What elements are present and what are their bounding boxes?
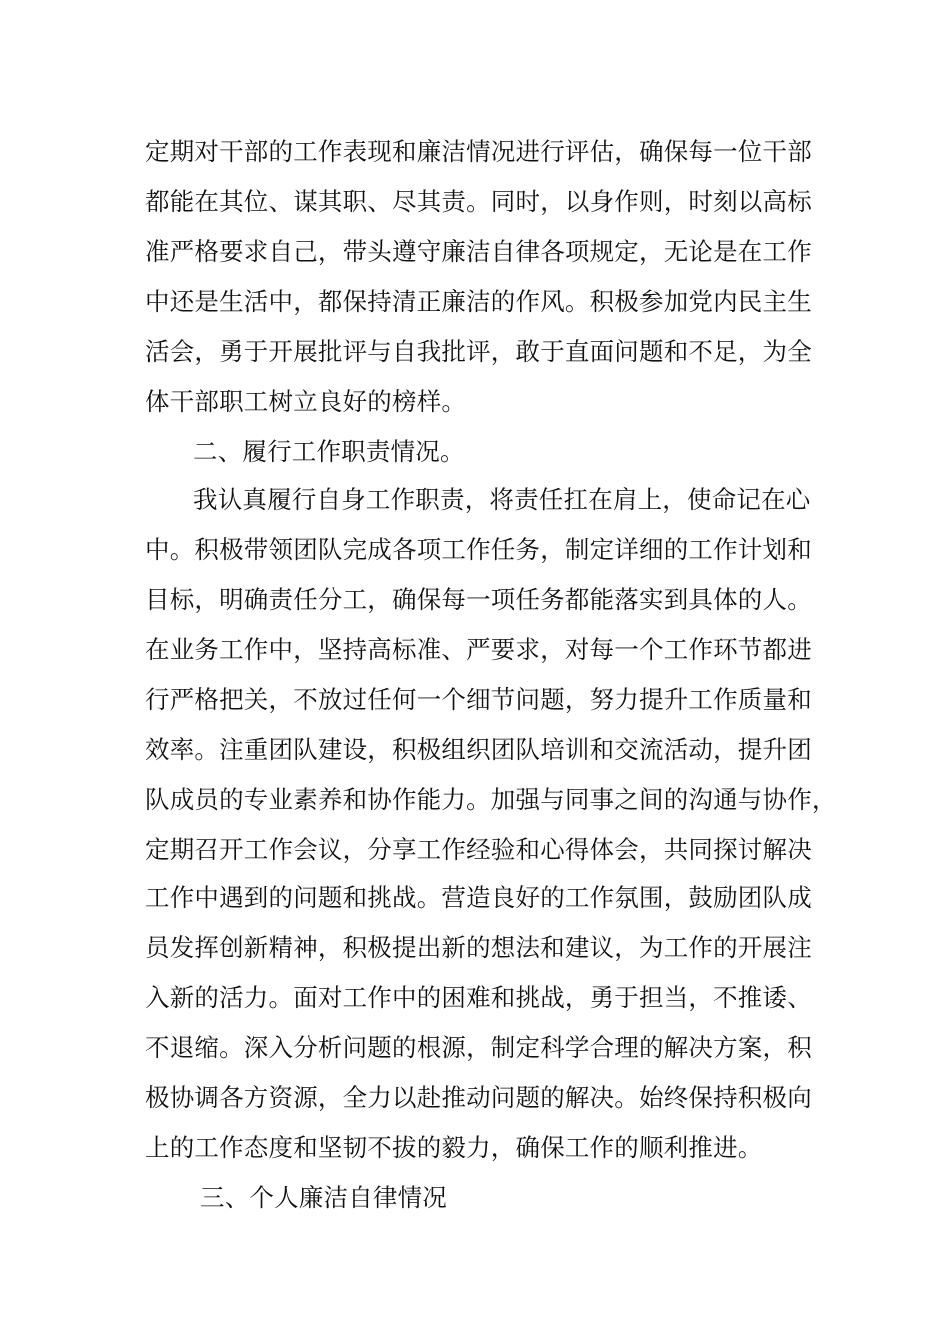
text-line: 效率。注重团队建设，积极组织团队培训和交流活动，提升团 bbox=[145, 735, 812, 764]
text-line: 在业务工作中，坚持高标准、严要求，对每一个工作环节都进 bbox=[145, 635, 812, 664]
text-line: 都能在其位、谋其职、尽其责。同时，以身作则，时刻以高标 bbox=[145, 187, 812, 216]
text-line: 活会，勇于开展批评与自我批评，敢于直面问题和不足，为全 bbox=[145, 337, 812, 366]
text-line: 定期召开工作会议，分享工作经验和心得体会，共同探讨解决 bbox=[145, 835, 812, 864]
text-line: 行严格把关，不放过任何一个细节问题，努力提升工作质量和 bbox=[145, 685, 812, 714]
text-line: 定期对干部的工作表现和廉洁情况进行评估，确保每一位干部 bbox=[145, 137, 812, 166]
text-line: 员发挥创新精神，积极提出新的想法和建议，为工作的开展注 bbox=[145, 933, 812, 962]
text-line: 体干部职工树立良好的榜样。 bbox=[145, 387, 467, 416]
text-line: 准严格要求自己，带头遵守廉洁自律各项规定，无论是在工作 bbox=[145, 237, 812, 266]
text-line: 极协调各方资源，全力以赴推动问题的解决。始终保持积极向 bbox=[145, 1083, 812, 1112]
section-heading-2: 二、履行工作职责情况。 bbox=[193, 437, 465, 466]
text-line: 中还是生活中，都保持清正廉洁的作风。积极参加党内民主生 bbox=[145, 287, 812, 316]
text-line: 工作中遇到的问题和挑战。营造良好的工作氛围，鼓励团队成 bbox=[145, 883, 812, 912]
text-line: 目标，明确责任分工，确保每一项任务都能落实到具体的人。 bbox=[145, 585, 812, 614]
text-line: 入新的活力。面对工作中的困难和挑战，勇于担当，不推诿、 bbox=[145, 983, 812, 1012]
text-line: 我认真履行自身工作职责，将责任扛在肩上，使命记在心 bbox=[193, 485, 811, 514]
text-line: 不退缩。深入分析问题的根源，制定科学合理的解决方案，积 bbox=[145, 1033, 812, 1062]
text-line: 队成员的专业素养和协作能力。加强与同事之间的沟通与协作， bbox=[145, 785, 837, 814]
text-line: 上的工作态度和坚韧不拔的毅力，确保工作的顺利推进。 bbox=[145, 1133, 763, 1162]
text-line: 中。积极带领团队完成各项工作任务，制定详细的工作计划和 bbox=[145, 535, 812, 564]
section-heading-3: 三、个人廉洁自律情况 bbox=[200, 1183, 447, 1212]
